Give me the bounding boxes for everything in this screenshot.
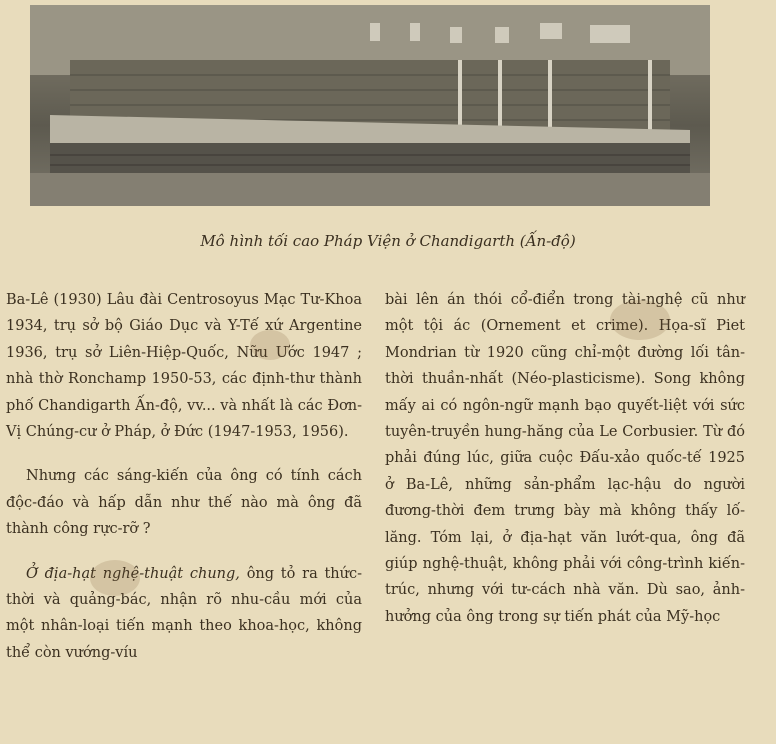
left-paragraph-2: Nhưng các sáng-kiến của ông có tính cách độc-đáo và hấp dẫn như thế nào mà ông đã thành công rực-rỡ ? — [6, 468, 362, 538]
photo-caption: Mô hình tối cao Pháp Viện ở Chandigarth (Ấn-độ) — [200, 232, 576, 250]
paper-stain — [90, 560, 140, 596]
paper-stain — [610, 300, 670, 340]
left-paragraph-3 — [6, 561, 362, 667]
building-model-photo — [30, 5, 710, 206]
left-paragraph-3-italic: Ở địa-hạt nghệ-thuật chung, — [26, 565, 240, 582]
photo-illustration — [30, 5, 710, 206]
left-column — [6, 287, 362, 666]
paper-stain — [250, 330, 290, 360]
left-paragraph-1: Ba-Lê (1930) Lâu đài Centrosoyus Mạc Tư-Khoa 1934, trụ sở bộ Giáo Dục và Y-Tế xứ Argentine 1936, trụ sở Liên-Hiệp-Quốc, Nữu Ước 1947 ; nhà thờ Ronchamp 1950-53, các định-thư thành phố Chandigarth Ấn-độ, vv... và nhất là các Đơn-Vị Chúng-cư ở Pháp, ở Đức (1947-1953, 1956). — [6, 292, 362, 441]
right-paragraph-1: bài lên án thói cổ-điển trong tài-nghệ cũ như một tội ác (Ornement et crime). Họa-sĩ Piet Mondrian từ 1920 cũng chỉ-một đường lối tân-thời thuần-nhất (Néo-plasticisme). Song không mấy ai có ngôn-ngữ mạnh bạo quyết-liệt với sức tuyên-truyền hung-hăng của Le Corbusier. Từ đó phải đúng lúc, giữa cuộc Đấu-xảo quốc-tế 1925 ở Ba-Lê, những sản-phẩm lạc-hậu do người đương-thời đem trưng bày mà không thấy lố-lăng. Tóm lại, ở địa-hạt văn lướt-qua, ông đã giúp nghệ-thuật, không phải với công-trình kiến-trúc, nhưng với tư-cách nhà văn. Dù sao, ảnh-hưởng của ông trong sự tiến phát của Mỹ-học — [385, 292, 745, 625]
left-paragraph-3-rest: ông tỏ ra thức-thời và quảng-bác, nhận rõ nhu-cầu mới của một nhân-loại tiến mạnh theo khoa-học, không thể còn vướng-víu — [6, 565, 362, 661]
right-column — [385, 287, 745, 630]
